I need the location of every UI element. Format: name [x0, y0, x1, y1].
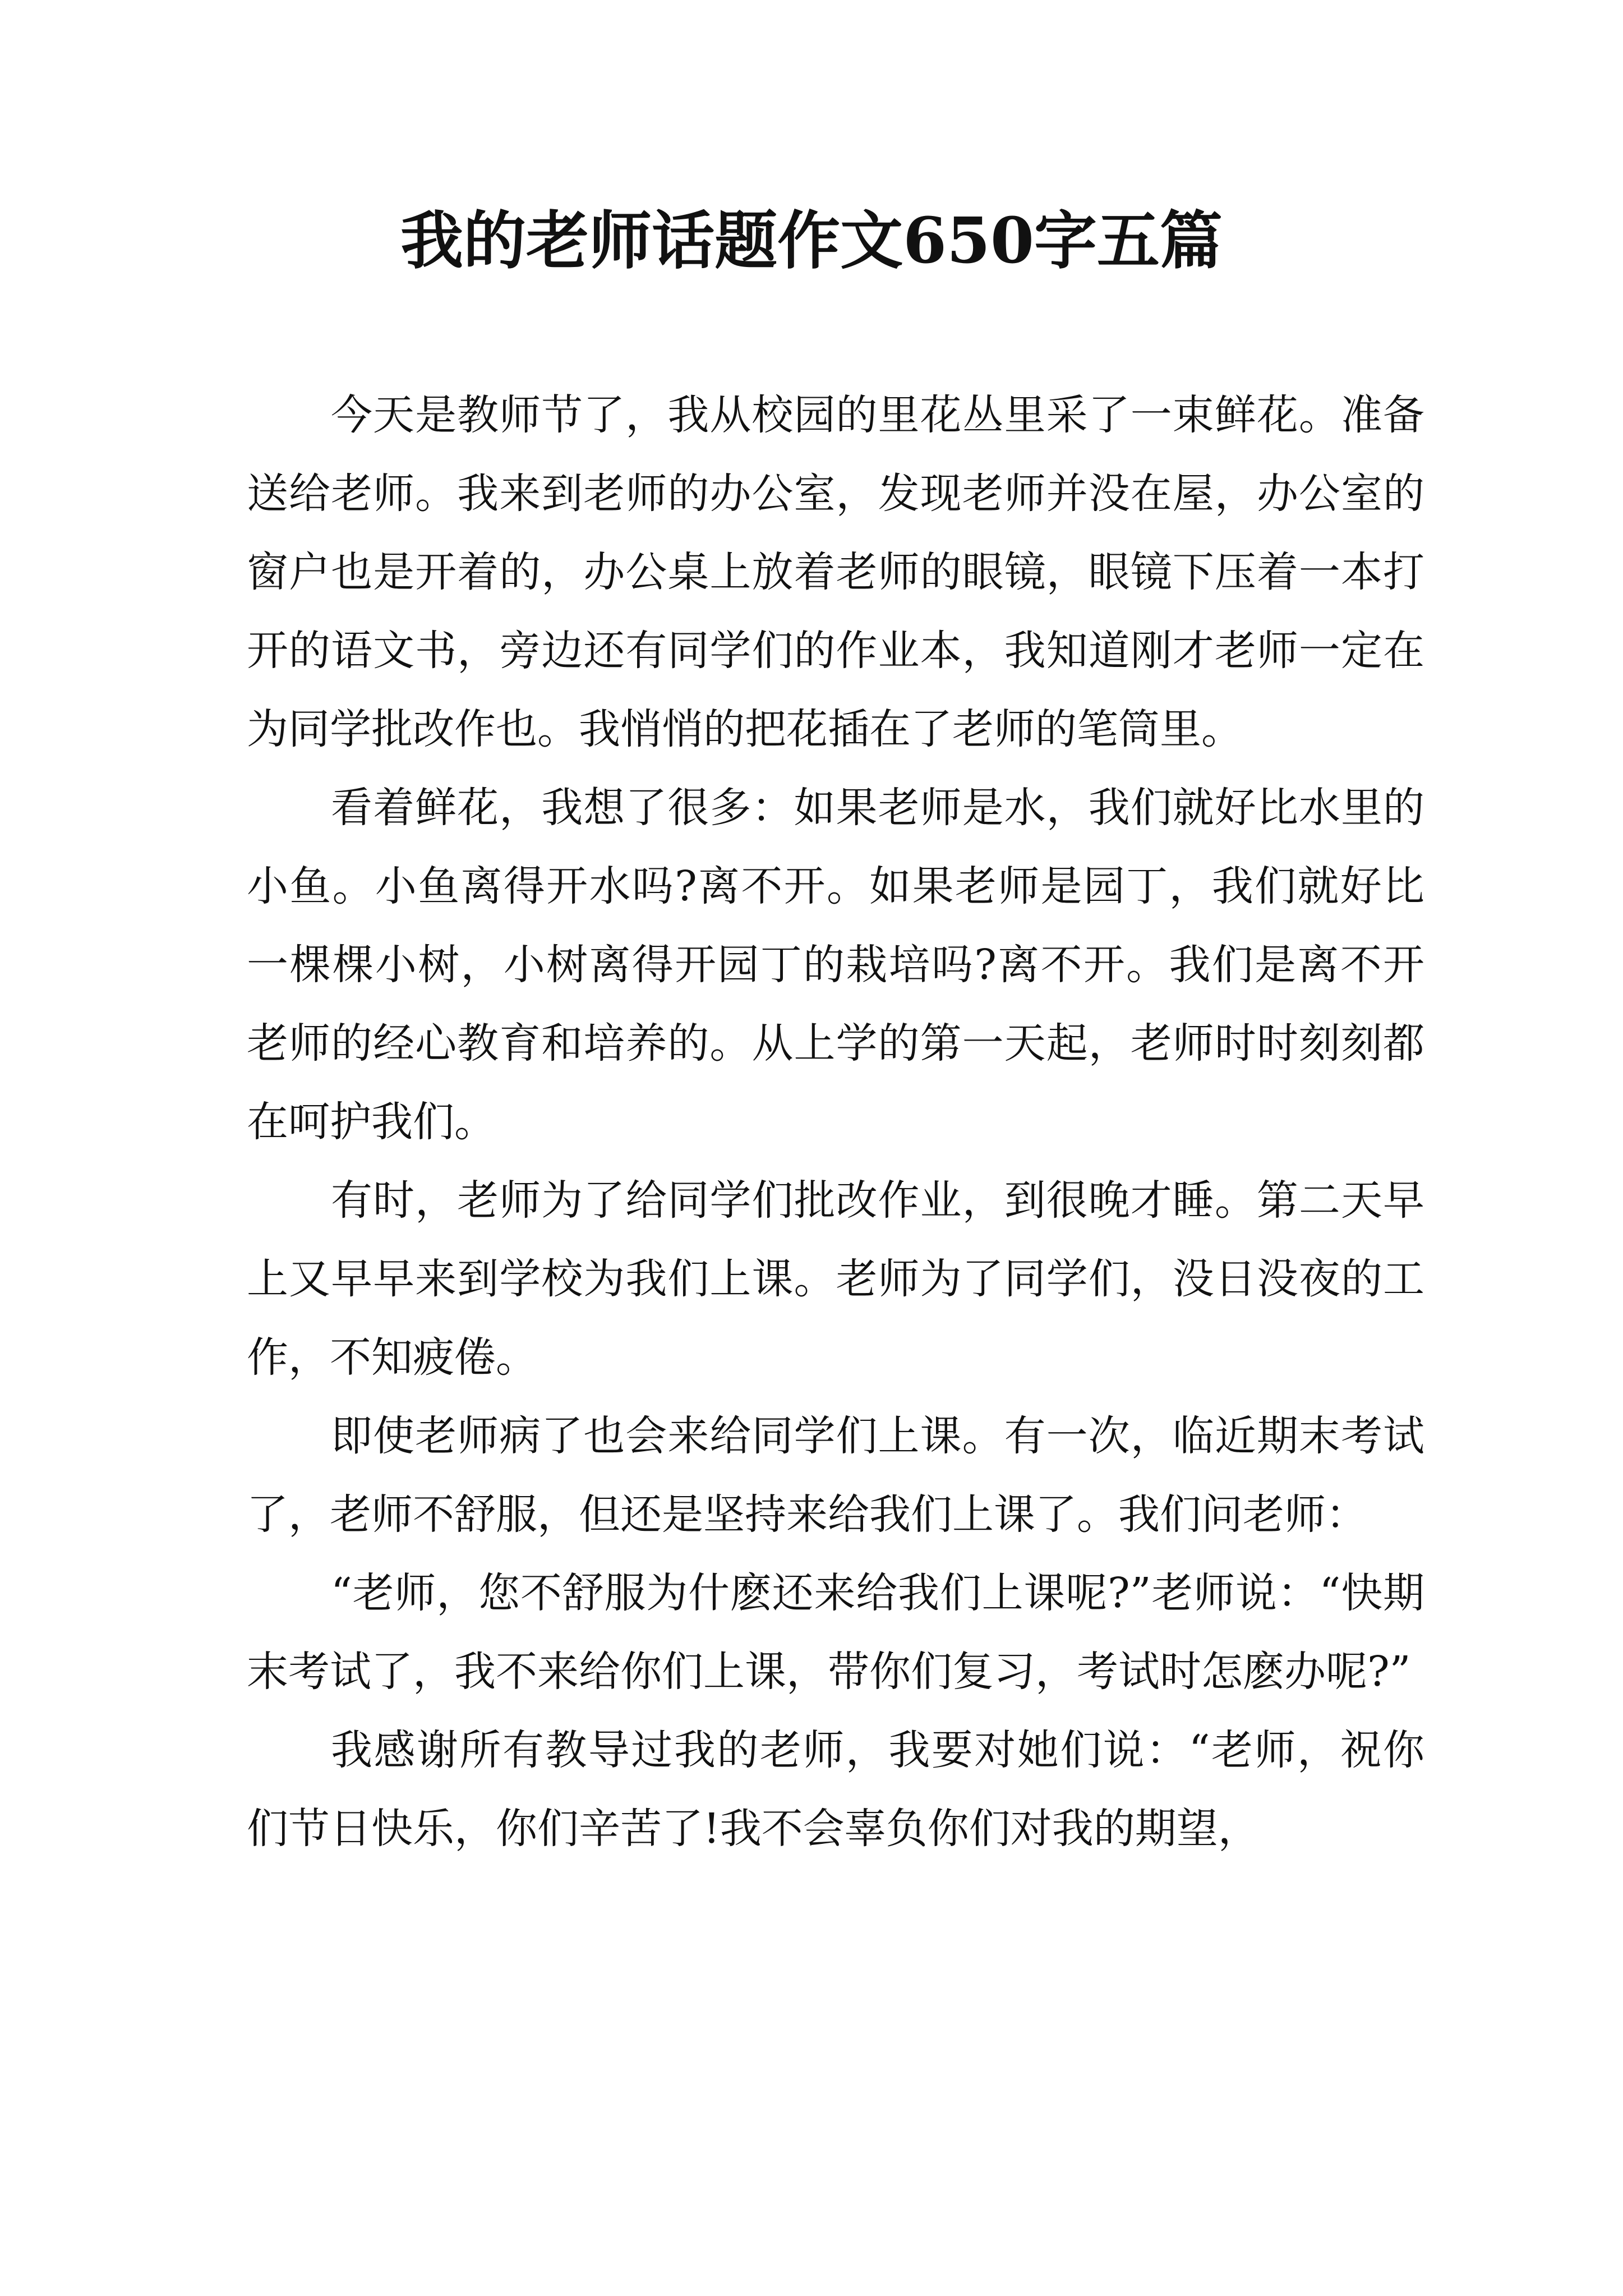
paragraph: 我感谢所有教导过我的老师，我要对她们说：“老师，祝你们节日快乐，你们辛苦了!我不会辜负你们对我的期望，: [247, 1726, 1424, 1853]
paragraph: 即使老师病了也会来给同学们上课。有一次，临近期末考试了，老师不舒服，但还是坚持来给我们上课了。我们问老师：: [247, 1412, 1424, 1539]
paragraph: “老师，您不舒服为什麽还来给我们上课呢?”老师说：“快期末考试了，我不来给你们上课，带你们复习，考试时怎麽办呢?”: [247, 1569, 1424, 1696]
document-body: [247, 376, 1424, 1868]
paragraph: 看着鲜花，我想了很多：如果老师是水，我们就好比水里的小鱼。小鱼离得开水吗?离不开。如果老师是园丁，我们就好比一棵棵小树，小树离得开园丁的栽培吗?离不开。我们是离不开老师的经心教育和培养的。从上学的第一天起，老师时时刻刻都在呵护我们。: [247, 784, 1424, 1146]
paragraph: 今天是教师节了，我从校园的里花丛里采了一束鲜花。准备送给老师。我来到老师的办公室，发现老师并没在屋，办公室的窗户也是开着的，办公桌上放着老师的眼镜，眼镜下压着一本打开的语文书，旁边还有同学们的作业本，我知道刚才老师一定在为同学批改作也。我悄悄的把花插在了老师的笔筒里。: [247, 391, 1424, 753]
paragraph: 有时，老师为了给同学们批改作业，到很晚才睡。第二天早上又早早来到学校为我们上课。老师为了同学们，没日没夜的工作，不知疲倦。: [247, 1176, 1424, 1382]
document-title: 我的老师话题作文650字五篇: [400, 204, 1223, 278]
